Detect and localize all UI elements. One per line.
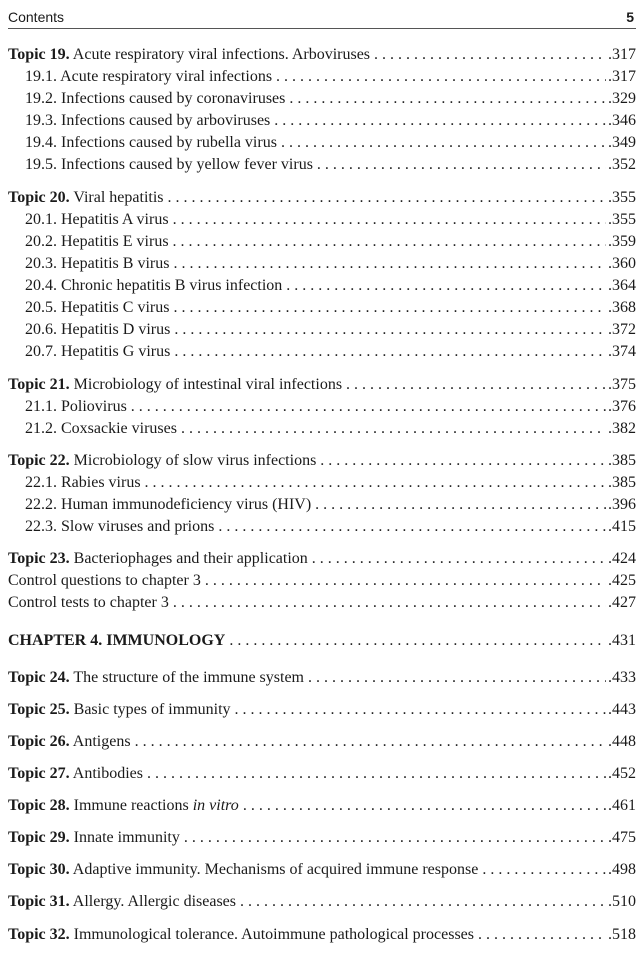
entry-page-number: .360: [608, 255, 636, 272]
entry-label: [8, 548, 308, 569]
entry-page-number: .355: [608, 189, 636, 206]
entry-prefix: Topic 27.: [8, 765, 70, 782]
dot-leader: [173, 297, 606, 318]
entry-page-number: .425: [608, 572, 636, 589]
toc-subentry: [25, 494, 636, 515]
entry-label: [8, 374, 342, 395]
entry-label: [25, 209, 169, 230]
entry-page-number: .510: [608, 893, 636, 910]
entry-title: 22.2. Human immunodeficiency virus (HIV): [25, 496, 312, 513]
dot-leader: [374, 44, 606, 65]
entry-page-number: .385: [608, 474, 636, 491]
entry-title: 20.2. Hepatitis E virus: [25, 233, 169, 250]
dot-leader: [147, 763, 606, 784]
toc-entry: [8, 548, 636, 569]
dot-leader: [281, 132, 606, 153]
entry-prefix: Topic 20.: [8, 189, 70, 206]
entry-prefix: Topic 30.: [8, 861, 70, 878]
dot-leader: [173, 209, 606, 230]
entry-title: Innate immunity: [73, 829, 180, 846]
dot-leader: [173, 592, 606, 613]
entry-page-number: .317: [608, 46, 636, 63]
toc-entry: [8, 859, 636, 880]
entry-page-number: .461: [608, 797, 636, 814]
entry-label: [8, 699, 231, 720]
entry-label: [25, 132, 277, 153]
dot-leader: [320, 450, 606, 471]
entry-page-number: .346: [608, 112, 636, 129]
entry-label: [25, 154, 313, 175]
dot-leader: [274, 110, 606, 131]
toc-subentry: [25, 319, 636, 340]
entry-title: The structure of the immune system: [73, 669, 304, 686]
entry-page-number: .518: [608, 926, 636, 943]
entry-title: 19.4. Infections caused by rubella virus: [25, 134, 277, 151]
entry-page-number: .375: [608, 376, 636, 393]
toc-subentry: [25, 418, 636, 439]
entry-label: [8, 187, 164, 208]
entry-label: [25, 66, 272, 87]
dot-leader: [478, 924, 606, 945]
entry-prefix: Topic 31.: [8, 893, 70, 910]
entry-label: [8, 630, 225, 651]
dot-leader: [181, 418, 606, 439]
entry-label: [25, 88, 285, 109]
dot-leader: [276, 66, 606, 87]
entry-prefix: Topic 25.: [8, 701, 70, 718]
page-header: [8, 6, 636, 29]
dot-leader: [205, 570, 606, 591]
toc-subentry: [25, 66, 636, 87]
dot-leader: [235, 699, 606, 720]
toc-entry: [8, 592, 636, 613]
toc-subentry: [25, 132, 636, 153]
entry-title: 20.6. Hepatitis D virus: [25, 321, 171, 338]
dot-leader: [145, 472, 606, 493]
toc-entry: [8, 450, 636, 471]
entry-label: [25, 319, 170, 340]
entry-page-number: .385: [608, 452, 636, 469]
entry-label: [8, 859, 478, 880]
toc-subentry: [25, 88, 636, 109]
toc-entry: [8, 924, 636, 945]
toc-entry: [8, 44, 636, 65]
toc-subentry: [25, 472, 636, 493]
dot-leader: [317, 154, 606, 175]
entry-prefix: Topic 26.: [8, 733, 70, 750]
entry-title: 21.2. Coxsackie viruses: [25, 420, 177, 437]
toc-subentry: [25, 110, 636, 131]
toc-entry: [8, 891, 636, 912]
entry-title: Bacteriophages and their application: [73, 550, 308, 567]
entry-title: Immunological tolerance. Autoimmune pathological processes: [73, 926, 474, 943]
entry-label: [25, 253, 169, 274]
entry-title: Antigens: [72, 733, 131, 750]
entry-title: 19.1. Acute respiratory viral infections: [25, 68, 273, 85]
entry-label: [25, 418, 177, 439]
dot-leader: [315, 494, 606, 515]
entry-label: [25, 110, 270, 131]
entry-label: [25, 396, 127, 417]
entry-page-number: .329: [608, 90, 636, 107]
dot-leader: [308, 667, 606, 688]
toc-entry: [8, 570, 636, 591]
toc-subentry: [25, 341, 636, 362]
entry-title: Microbiology of slow virus infections: [73, 452, 317, 469]
entry-title: Basic types of immunity: [73, 701, 231, 718]
entry-label: [8, 667, 304, 688]
entry-prefix: Topic 32.: [8, 926, 70, 943]
toc-entry: [8, 630, 636, 651]
entry-label: [8, 592, 169, 613]
entry-title: 20.3. Hepatitis B virus: [25, 255, 170, 272]
entry-title: 20.4. Chronic hepatitis B virus infection: [25, 277, 283, 294]
dot-leader: [312, 548, 606, 569]
entry-label: [25, 275, 282, 296]
entry-page-number: .374: [608, 343, 636, 360]
entry-page-number: .415: [608, 518, 636, 535]
entry-label: [8, 891, 236, 912]
entry-prefix: Topic 19.: [8, 46, 70, 63]
dot-leader: [174, 341, 606, 362]
entry-page-number: .376: [608, 398, 636, 415]
entry-title: 19.3. Infections caused by arboviruses: [25, 112, 271, 129]
dot-leader: [243, 795, 606, 816]
entry-label: [25, 494, 311, 515]
dot-leader: [482, 859, 606, 880]
entry-title: 19.2. Infections caused by coronaviruses: [25, 90, 286, 107]
entry-page-number: .349: [608, 134, 636, 151]
toc-entry: [8, 731, 636, 752]
toc-entry: [8, 187, 636, 208]
entry-prefix: Topic 24.: [8, 669, 70, 686]
entry-title: Control questions to chapter 3: [8, 572, 201, 589]
toc-subentry: [25, 154, 636, 175]
entry-page-number: .498: [608, 861, 636, 878]
dot-leader: [229, 630, 606, 651]
entry-page-number: .433: [608, 669, 636, 686]
toc-entry: [8, 795, 636, 816]
running-header-title: Contents: [8, 9, 65, 25]
entry-title: 20.5. Hepatitis C virus: [25, 299, 170, 316]
dot-leader: [184, 827, 606, 848]
entry-page-number: .364: [608, 277, 636, 294]
entry-prefix: Topic 21.: [8, 376, 70, 393]
entry-page-number: .443: [608, 701, 636, 718]
entry-title: 22.1. Rabies virus: [25, 474, 141, 491]
entry-label: [8, 570, 201, 591]
entry-page-number: .368: [608, 299, 636, 316]
toc-subentry: [25, 516, 636, 537]
entry-page-number: .452: [608, 765, 636, 782]
entry-page-number: .317: [608, 68, 636, 85]
entry-title-italic: in vitro: [192, 797, 239, 814]
toc-subentry: [25, 253, 636, 274]
entry-page-number: .396: [608, 496, 636, 513]
entry-label: [25, 516, 214, 537]
entry-title: 19.5. Infections caused by yellow fever virus: [25, 156, 313, 173]
entry-page-number: .382: [608, 420, 636, 437]
entry-page-number: .448: [608, 733, 636, 750]
entry-label: [25, 341, 170, 362]
entry-label: [8, 731, 131, 752]
dot-leader: [173, 253, 606, 274]
entry-label: [25, 472, 141, 493]
dot-leader: [173, 231, 606, 252]
entry-prefix: Topic 29.: [8, 829, 70, 846]
entry-page-number: .359: [608, 233, 636, 250]
toc-entry: [8, 699, 636, 720]
toc-subentry: [25, 231, 636, 252]
entry-label: [8, 450, 316, 471]
toc-subentry: [25, 275, 636, 296]
entry-title: Control tests to chapter 3: [8, 594, 169, 611]
entry-page-number: .431: [608, 632, 636, 649]
entry-title: 20.7. Hepatitis G virus: [25, 343, 171, 360]
dot-leader: [135, 731, 606, 752]
dot-leader: [168, 187, 607, 208]
toc-subentry: [25, 297, 636, 318]
toc-entry: [8, 763, 636, 784]
entry-page-number: .355: [608, 211, 636, 228]
dot-leader: [289, 88, 606, 109]
dot-leader: [174, 319, 606, 340]
entry-label: [8, 44, 370, 65]
dot-leader: [218, 516, 606, 537]
dot-leader: [131, 396, 606, 417]
entry-page-number: .372: [608, 321, 636, 338]
entry-prefix: Topic 22.: [8, 452, 70, 469]
toc-subentry: [25, 209, 636, 230]
entry-title: Viral hepatitis: [73, 189, 164, 206]
entry-page-number: .427: [608, 594, 636, 611]
toc-entry: [8, 374, 636, 395]
toc-entry: [8, 827, 636, 848]
entry-title: Microbiology of intestinal viral infections: [73, 376, 343, 393]
entry-title: 20.1. Hepatitis A virus: [25, 211, 169, 228]
entry-title: Allergy. Allergic diseases: [72, 893, 237, 910]
dot-leader: [240, 891, 606, 912]
entry-title: 22.3. Slow viruses and prions: [25, 518, 215, 535]
entry-label: [25, 231, 169, 252]
page-number: 5: [626, 9, 634, 25]
entry-label: [8, 924, 474, 945]
entry-label: [8, 795, 239, 816]
entry-label: [25, 297, 169, 318]
dot-leader: [346, 374, 606, 395]
entry-label: [8, 763, 143, 784]
entry-page-number: .424: [608, 550, 636, 567]
entry-prefix: Topic 28.: [8, 797, 70, 814]
entry-title: Immune reactions: [73, 797, 189, 814]
entry-title: Acute respiratory viral infections. Arboviruses: [72, 46, 371, 63]
entry-label: [8, 827, 180, 848]
entry-title: Adaptive immunity. Mechanisms of acquired immune response: [72, 861, 479, 878]
entry-prefix: Topic 23.: [8, 550, 70, 567]
entry-title: Antibodies: [72, 765, 143, 782]
toc-entry: [8, 667, 636, 688]
entry-page-number: .475: [608, 829, 636, 846]
entry-prefix: CHAPTER 4. IMMUNOLOGY: [8, 632, 226, 649]
dot-leader: [286, 275, 606, 296]
entry-title: 21.1. Poliovirus: [25, 398, 127, 415]
toc-subentry: [25, 396, 636, 417]
entry-page-number: .352: [608, 156, 636, 173]
